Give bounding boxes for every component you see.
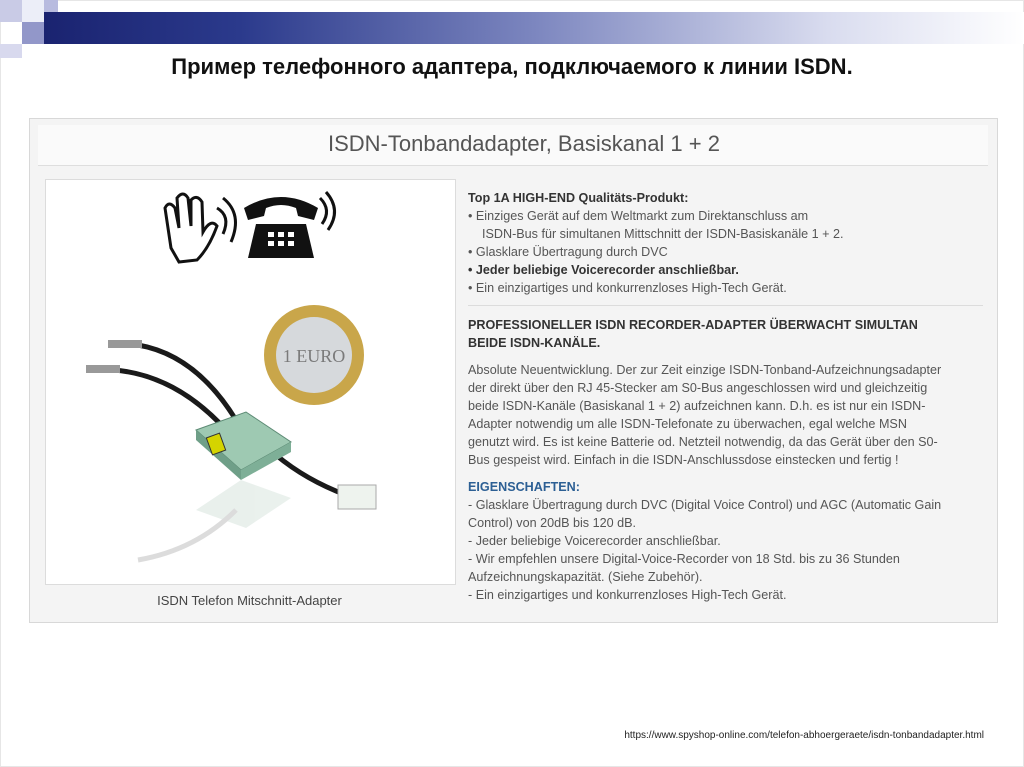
pro-heading: BEIDE ISDN-KANÄLE. [468, 336, 601, 350]
paragraph-line: Adapter notwendig um alle ISDN-Telefonate zu überwachen, egal welche MSN [468, 417, 907, 431]
product-illustration [46, 180, 455, 584]
reflection [138, 480, 291, 560]
feature-item: • Einziges Gerät auf dem Weltmarkt zum Direktanschluss am [468, 209, 809, 223]
product-page-screenshot [29, 118, 998, 623]
property-line: Aufzeichnungskapazität. (Siehe Zubehör). [468, 570, 703, 584]
jack-plug [108, 340, 142, 348]
product-header [38, 125, 988, 166]
feature-item: • Ein einzigartiges und konkurrenzloses High-Tech Gerät. [468, 281, 787, 295]
pro-heading: PROFESSIONELLER ISDN RECORDER-ADAPTER ÜBERWACHT SIMULTAN [468, 318, 918, 332]
feature-item: • Glasklare Übertragung durch DVC [468, 245, 668, 259]
property-line: - Ein einzigartiges und konkurrenzloses High-Tech Gerät. [468, 588, 787, 602]
product-description [468, 189, 988, 604]
slide-title: Пример телефонного адаптера, подключаемого к линии ISDN. [171, 54, 853, 79]
paragraph-line: genutzt wird. Es ist keine Batterie od. Netzteil notwendig, da das Gerät über den S0- [468, 435, 938, 449]
image-caption: ISDN Telefon Mitschnitt-Adapter [157, 593, 342, 608]
property-line: Control) von 20dB bis 120 dB. [468, 516, 637, 530]
jack-plug [86, 365, 120, 373]
feature-item: • Jeder beliebige Voicerecorder anschließbar. [468, 263, 739, 277]
paragraph-line: Bus gespeist wird. Einfach in die ISDN-Anschlussdose einstecken und fertig ! [468, 453, 899, 467]
deco-square [22, 0, 44, 22]
source-link[interactable]: https://www.spyshop-online.com/telefon-abhoergeraete/isdn-tonbandadapter.html [624, 730, 984, 741]
product-title: ISDN-Tonbandadapter, Basiskanal 1 + 2 [328, 131, 720, 156]
hand-ear-icon [165, 194, 236, 262]
property-line: - Wir empfehlen unsere Digital-Voice-Recorder von 18 Std. bis zu 36 Stunden [468, 552, 900, 566]
deco-square [0, 0, 22, 22]
feature-item: ISDN-Bus für simultanen Mittschnitt der ISDN-Basiskanäle 1 + 2. [482, 227, 844, 241]
features-title: Top 1A HIGH-END Qualitäts-Produkt: [468, 191, 689, 205]
telephone-icon [244, 192, 335, 258]
deco-square [44, 0, 58, 12]
properties-title: EIGENSCHAFTEN: [468, 480, 580, 494]
top-gradient-bar [44, 12, 1024, 44]
rj45-plug [338, 485, 376, 509]
adapter-box [196, 412, 291, 480]
paragraph-line: beide ISDN-Kanäle (Basiskanal 1 + 2) aufzeichnen kann. D.h. es ist nur ein ISDN- [468, 399, 926, 413]
property-line: - Glasklare Übertragung durch DVC (Digital Voice Control) und AGC (Automatic Gain [468, 498, 942, 512]
paragraph-line: Absolute Neuentwicklung. Der zur Zeit einzige ISDN-Tonband-Aufzeichnungsadapter [468, 363, 942, 377]
divider [468, 305, 983, 306]
euro-coin [264, 305, 364, 405]
svg-text:1 EURO: 1 EURO [282, 346, 346, 366]
deco-square [22, 22, 44, 44]
property-line: - Jeder beliebige Voicerecorder anschließbar. [468, 534, 721, 548]
product-image-panel [45, 179, 456, 585]
paragraph-line: der direkt über den RJ 45-Stecker am S0-Bus angeschlossen wird und gleichzeitig [468, 381, 928, 395]
